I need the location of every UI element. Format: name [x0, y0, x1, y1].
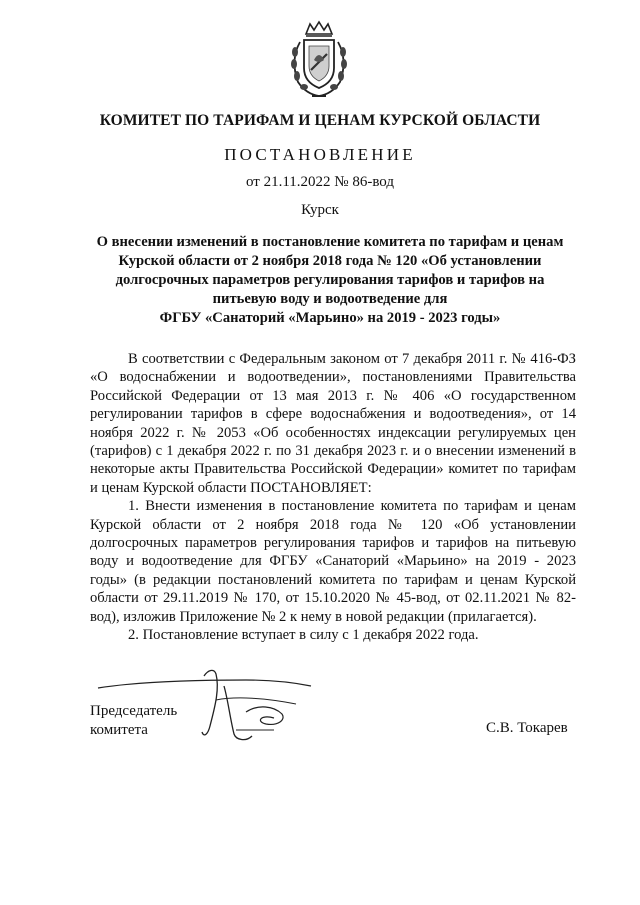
document-type: ПОСТАНОВЛЕНИЕ	[224, 145, 416, 164]
signatory-name: С.В. Токарев	[486, 720, 568, 736]
subject-line: долгосрочных параметров регулирования тарифов и тарифов на	[115, 272, 545, 288]
subject-line: Курской области от 2 ноября 2018 года № 120 «Об установлении	[118, 253, 542, 269]
document-city: Курск	[301, 202, 339, 218]
position-line: комитета	[90, 722, 148, 738]
item-2-paragraph: 2. Постановление вступает в силу с 1 декабря 2022 года.	[128, 627, 479, 644]
organization-title: КОМИТЕТ ПО ТАРИФАМ И ЦЕНАМ КУРСКОЙ ОБЛАСТИ	[99, 112, 541, 129]
subject-line: питьевую воду и водоотведение для	[212, 291, 448, 307]
subject-line: О внесении изменений в постановление комитета по тарифам и ценам	[96, 234, 564, 250]
item-1-paragraph: 1. Внести изменения в постановление комитета по тарифам и ценам Курской области от 2 ноября 2018 года № 120 «Об установлении долгосрочных параметров регулирования тарифов и тарифов на питьевую воду и водоотведение для ФГБУ «Санаторий «Марьино» на 2019 - 2023 годы» (в редакции постановлений комитета по тарифам и ценам Курской области от 29.11.2019 № 170, от 15.10.2020 № 45-вод, от 02.11.2021 № 82-вод), изложив Приложение № 2 к нему в новой редакции (прилагается).	[90, 498, 576, 625]
document-body	[90, 350, 576, 645]
document-date-number: от 21.11.2022 № 86-вод	[245, 174, 395, 190]
subject-line: ФГБУ «Санаторий «Марьино» на 2019 - 2023 годы»	[159, 310, 501, 326]
preamble-paragraph: В соответствии с Федеральным законом от 7 декабря 2011 г. № 416-ФЗ «О водоснабжении и водоотведении», постановлениями Правительства Российской Федерации от 13 мая 2013 г. № 406 «О государственном регулировании тарифов в сфере водоснабжения и водоотведения», от 14 ноября 2022 г. № 2053 «Об особенностях индексации регулируемых цен (тарифов) с 1 декабря 2022 г. по 31 декабря 2023 г. и о внесении изменений в некоторые акты Правительства Российской Федерации» комитет по тарифам и ценам Курской области ПОСТАНОВЛЯЕТ:	[90, 351, 576, 496]
position-line: Председатель	[90, 703, 178, 719]
coat-of-arms-icon	[284, 20, 354, 100]
document-subject	[80, 233, 580, 328]
signatory-position	[90, 702, 177, 740]
